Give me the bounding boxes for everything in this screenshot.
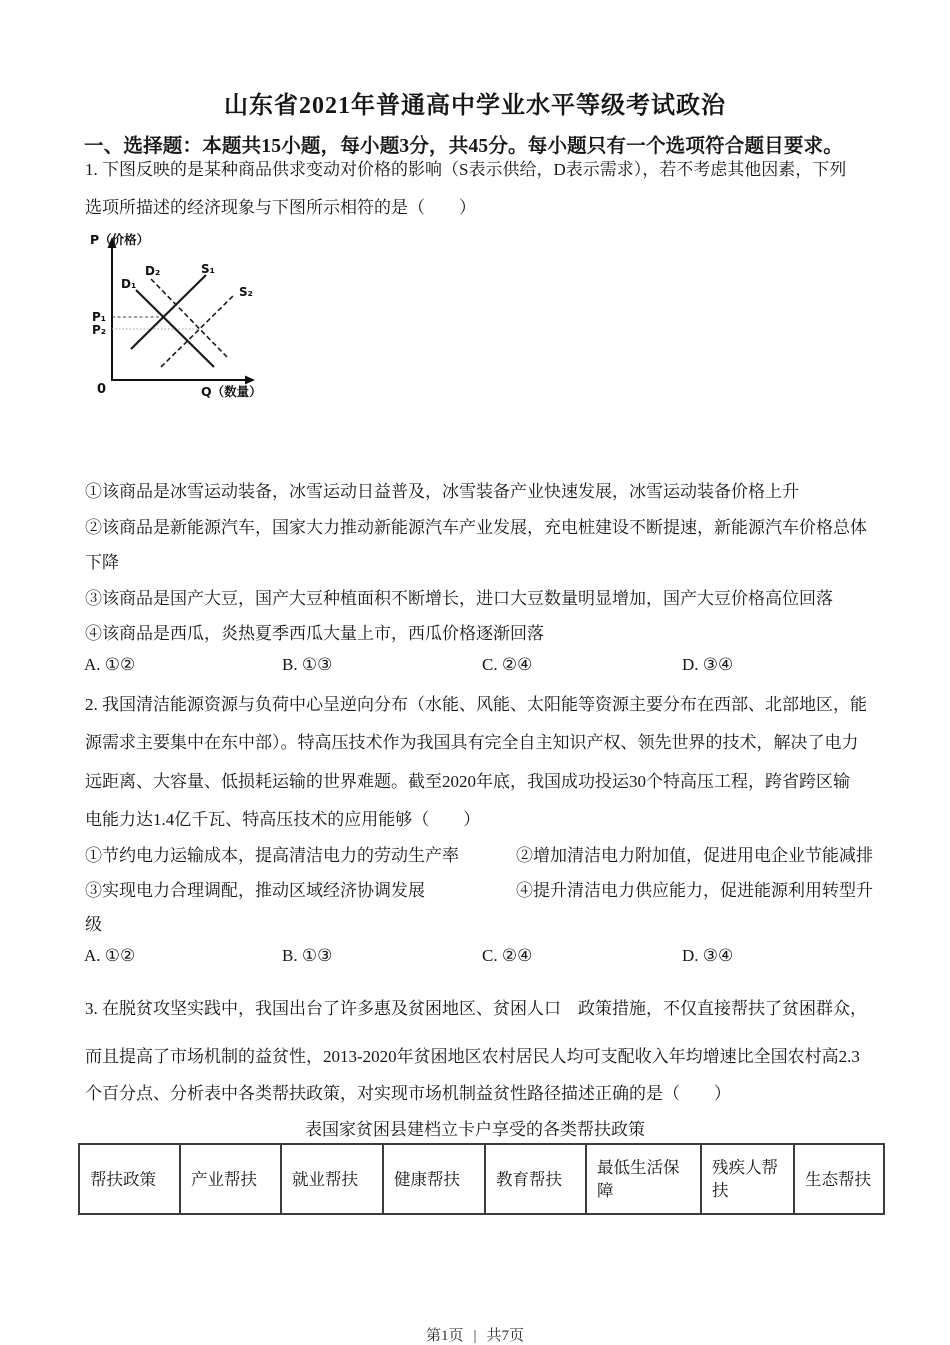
q1-choice-b: B. ①③ <box>282 655 333 674</box>
q2-option-1: ①节约电力运输成本，提高清洁电力的劳动生产率 <box>85 846 459 865</box>
table-cell: 生态帮扶 <box>794 1144 884 1214</box>
q2-choice-a: A. ①② <box>84 946 136 965</box>
q2-option-4: ④提升清洁电力供应能力，促进能源利用转型升 <box>516 881 873 900</box>
policy-table-caption: 表国家贫困县建档立卡户享受的各类帮扶政策 <box>305 1120 645 1139</box>
question-2-choices <box>84 946 884 972</box>
s1-label: S₁ <box>201 262 215 276</box>
supply-curve-s2 <box>161 295 234 367</box>
y-axis-label: P（价格） <box>90 232 150 247</box>
x-axis-label: Q（数量） <box>201 384 262 399</box>
q2-choice-d: D. ③④ <box>682 946 734 965</box>
q2-choice-b: B. ①③ <box>282 946 333 965</box>
page-title: 山东省2021年普通高中学业水平等级考试政治 <box>224 93 726 119</box>
table-cell: 产业帮扶 <box>180 1144 281 1214</box>
q3-text-line-3: 个百分点、分析表中各类帮扶政策，对实现市场机制益贫性路径描述正确的是（ ） <box>85 1084 731 1103</box>
q2-option-2: ②增加清洁电力附加值，促进用电企业节能减排 <box>516 846 873 865</box>
q1-choice-d: D. ③④ <box>682 655 734 674</box>
page-footer <box>0 1324 950 1345</box>
supply-demand-figure <box>88 228 303 400</box>
table-cell: 教育帮扶 <box>485 1144 586 1214</box>
table-cell: 就业帮扶 <box>281 1144 383 1214</box>
supply-curve-s1 <box>131 275 206 349</box>
q2-text-line-1: 2. 我国清洁能源资源与负荷中心呈逆向分布（水能、风能、太阳能等资源主要分布在西部、北部地区，能 <box>85 695 867 714</box>
footer-total-pages: 共7页 <box>486 1328 525 1344</box>
question-2-options-row-2 <box>85 876 885 901</box>
q2-text-line-3: 远距离、大容量、低损耗运输的世界难题。截至2020年底，我国成功投运30个特高压工程，跨省跨区输 <box>85 771 850 791</box>
q3-text-line-2: 而且提高了市场机制的益贫性，2013-2020年贫困地区农村居民人均可支配收入年均增速比全国农村高2.3 <box>85 1047 860 1066</box>
table-cell: 最低生活保障 <box>586 1144 701 1214</box>
supply-demand-chart <box>88 228 303 400</box>
footer-separator: | <box>473 1328 477 1344</box>
q1-text-line-2: 选项所描述的经济现象与下图所示相符的是（ ） <box>85 198 476 217</box>
p2-label: P₂ <box>92 323 107 337</box>
q2-choice-c: C. ②④ <box>482 946 533 965</box>
q1-choice-c: C. ②④ <box>482 655 533 674</box>
s2-label: S₂ <box>239 285 253 299</box>
origin-label: 0 <box>97 382 107 397</box>
table-cell: 健康帮扶 <box>383 1144 485 1214</box>
q1-option-2: ②该商品是新能源汽车，国家大力推动新能源汽车产业发展，充电桩建设不断提速，新能源汽车价格总体 <box>85 517 867 537</box>
policy-table <box>78 1143 885 1215</box>
q1-option-3: ③该商品是国产大豆，国产大豆种植面积不断增长，进口大豆数量明显增加，国产大豆价格高位回落 <box>85 588 833 608</box>
p1-label: P₁ <box>92 310 107 324</box>
q1-text-line-1: 1. 下图反映的是某种商品供求变动对价格的影响（S表示供给，D表示需求），若不考虑其他因素，下列 <box>85 160 847 179</box>
q2-option-3: ③实现电力合理调配，推动区域经济协调发展 <box>85 881 425 900</box>
table-cell: 帮扶政策 <box>79 1144 180 1214</box>
q1-choice-a: A. ①② <box>84 655 136 674</box>
question-1-options <box>85 474 885 652</box>
q1-option-4: ④该商品是西瓜，炎热夏季西瓜大量上市，西瓜价格逐渐回落 <box>85 624 544 643</box>
q2-text-line-4: 电能力达1.4亿千瓦、特高压技术的应用能够（ ） <box>85 810 481 830</box>
q2-text-line-2: 源需求主要集中在东中部）。特高压技术作为我国具有完全自主知识产权、领先世界的技术，解决了电力 <box>85 733 859 753</box>
q1-option-2-overflow: 下降 <box>85 553 119 572</box>
d2-label: D₂ <box>145 264 161 278</box>
footer-page-number: 第1页 <box>425 1328 464 1344</box>
question-1-text <box>85 151 885 227</box>
q3-text-line-1: 3. 在脱贫攻坚实践中，我国出台了许多惠及贫困地区、贫困人口 政策措施，不仅直接帮扶了贫困群众， <box>85 999 867 1018</box>
question-1-choices <box>84 655 884 681</box>
q2-option-4-overflow: 级 <box>85 915 102 934</box>
table-row <box>79 1144 884 1214</box>
d1-label: D₁ <box>121 277 137 291</box>
question-2-options-row-1 <box>85 841 885 866</box>
q1-option-1: ①该商品是冰雪运动装备，冰雪运动日益普及，冰雪装备产业快速发展，冰雪运动装备价格上升 <box>85 482 799 501</box>
section-heading: 一、选择题：本题共15小题，每小题3分，共45分。每小题只有一个选项符合题目要求。 <box>84 136 843 157</box>
question-2-text <box>85 686 885 840</box>
table-cell: 残疾人帮扶 <box>701 1144 794 1214</box>
